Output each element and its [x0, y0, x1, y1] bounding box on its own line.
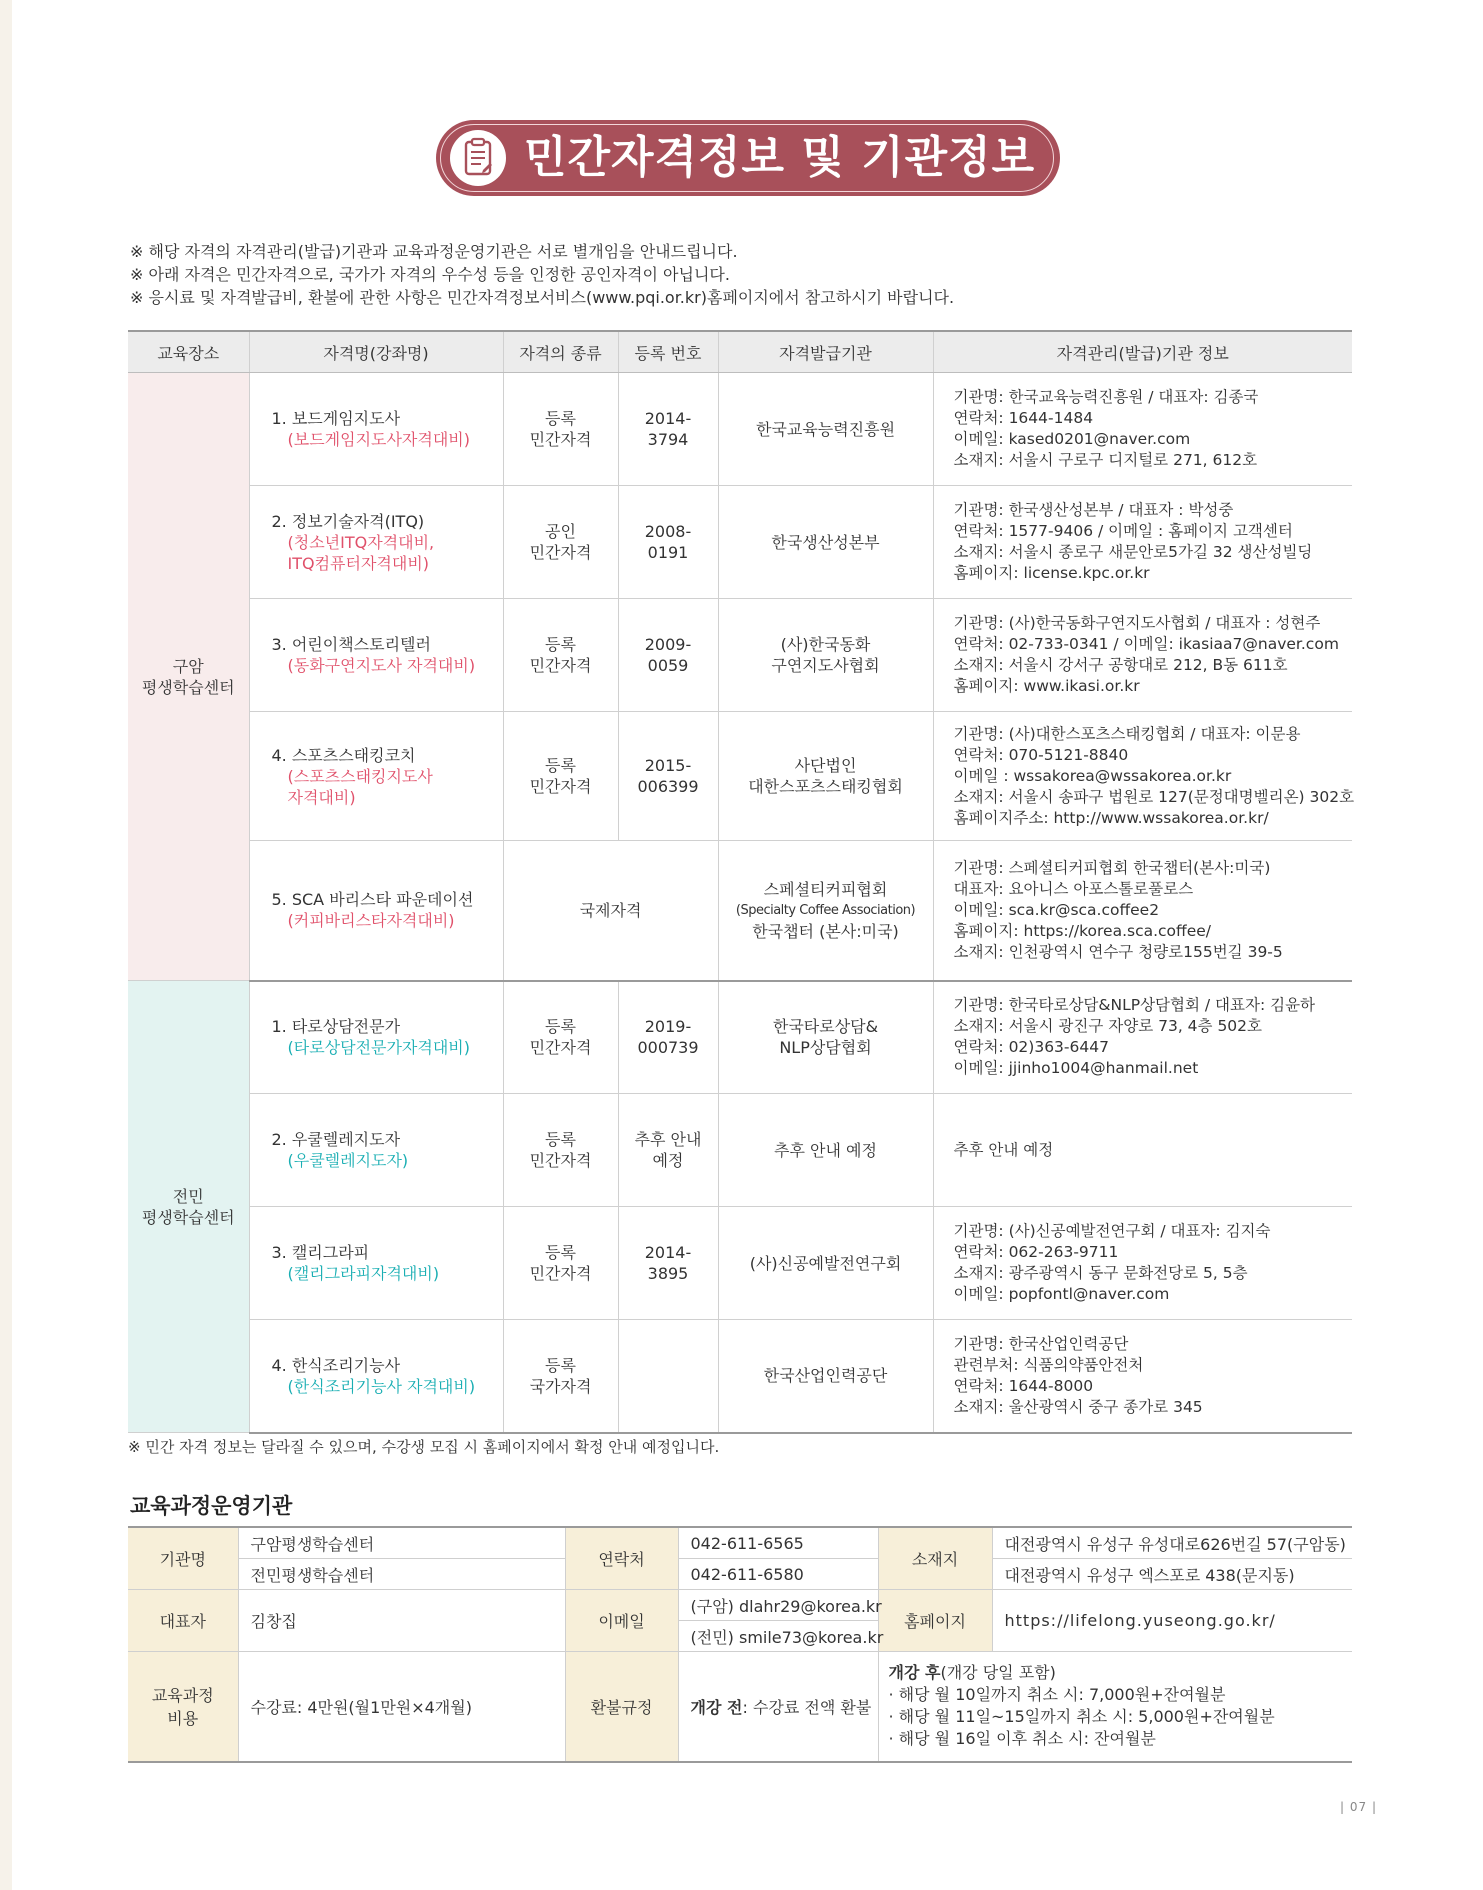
- refund-after-bold: 개강 후: [888, 1663, 941, 1683]
- reg-number: 2008- 0191: [618, 486, 718, 599]
- table-row: [128, 1207, 1352, 1320]
- issuer-info: [933, 486, 1352, 599]
- info-line: 연락처: 062-263-9711: [953, 1243, 1119, 1261]
- table-row: [128, 841, 1352, 981]
- info-line: 이메일: kased0201@naver.com: [953, 430, 1191, 448]
- course-name: [249, 712, 503, 841]
- header-reg: 등록 번호: [618, 331, 718, 373]
- info-line: 소재지: 서울시 구로구 디지털로 271, 612호: [953, 451, 1258, 469]
- info-line: 홈페이지주소: http://www.wssakorea.or.kr/: [953, 808, 1269, 827]
- info-line: 추후 안내 예정: [953, 1140, 1054, 1159]
- email-value: (전민) smile73@korea.kr: [678, 1621, 878, 1652]
- refund-item: · 해당 월 16일 이후 취소 시: 잔여월분: [888, 1729, 1156, 1749]
- notice-line: ※ 해당 자격의 자격관리(발급)기관과 교육과정운영기관은 서로 별개임을 안내드립니다.: [130, 242, 738, 261]
- contact-value: 042-611-6580: [678, 1559, 878, 1590]
- info-line: 홈페이지: license.kpc.or.kr: [953, 564, 1150, 582]
- refund-before-text: : 수강료 전액 환불: [742, 1697, 872, 1717]
- course-subtitle: (우쿨렐레지도자): [287, 1151, 409, 1170]
- operator-row-fee: [128, 1652, 1352, 1762]
- header-type: 자격의 종류: [503, 331, 618, 373]
- issuer: [718, 841, 933, 981]
- page-number: | 07 |: [1340, 1800, 1377, 1814]
- course-subtitle: (동화구연지도사 자격대비): [287, 656, 476, 675]
- info-line: 이메일: jjinho1004@hanmail.net: [953, 1059, 1199, 1078]
- table-row: [128, 486, 1352, 599]
- refund-before-bold: 개강 전: [690, 1697, 743, 1717]
- info-line: 소재지: 광주광역시 동구 문화전당로 5, 5층: [953, 1264, 1248, 1282]
- qual-type: 등록 국가자격: [503, 1320, 618, 1433]
- course-title: 4. 스포츠스태킹코치: [271, 745, 416, 765]
- homepage-link[interactable]: https://lifelong.yuseong.go.kr/: [992, 1590, 1352, 1652]
- issuer: 한국타로상담& NLP상담협회: [718, 981, 933, 1094]
- title-pill: [436, 120, 1060, 196]
- footnote: ※ 민간 자격 정보는 달라질 수 있으며, 수강생 모집 시 홈페이지에서 확정 안내 예정입니다.: [128, 1438, 720, 1456]
- table-row: [128, 981, 1352, 1094]
- notice-line: ※ 아래 자격은 민간자격으로, 국가가 자격의 우수성 등을 인정한 공인자격이 아닙니다.: [130, 265, 730, 284]
- section-title: 교육과정운영기관: [130, 1494, 293, 1518]
- header-name: 자격명(강좌명): [249, 331, 503, 373]
- course-name: [249, 841, 503, 981]
- info-line: 이메일: popfontl@naver.com: [953, 1285, 1170, 1303]
- reg-number: 2014- 3794: [618, 373, 718, 486]
- info-line: 홈페이지: www.ikasi.or.kr: [953, 677, 1140, 695]
- course-subtitle: (스포츠스태킹지도사 자격대비): [287, 766, 433, 807]
- course-title: 2. 우쿨렐레지도자: [271, 1130, 401, 1149]
- info-line: 기관명: 스페셜티커피협회 한국챕터(본사:미국): [953, 858, 1271, 877]
- issuer-info: [933, 981, 1352, 1094]
- info-line: 연락처: 02-733-0341 / 이메일: ikasiaa7@naver.com: [953, 635, 1339, 653]
- issuer-name-en: (Specialty Coffee Association): [735, 902, 916, 918]
- course-subtitle: (청소년ITQ자격대비, ITQ컴퓨터자격대비): [287, 532, 435, 573]
- address-value: 대전광역시 유성구 엑스포로 438(문지동): [992, 1559, 1352, 1590]
- notice-list: [130, 240, 954, 309]
- table-row: [128, 712, 1352, 841]
- fee-label: 교육과정 비용: [128, 1652, 238, 1762]
- rep-label: 대표자: [128, 1590, 238, 1652]
- info-line: 연락처: 1577-9406 / 이메일 : 홈페이지 고객센터: [953, 522, 1293, 540]
- contact-value: 042-611-6565: [678, 1527, 878, 1559]
- info-line: 관련부처: 식품의약품안전처: [953, 1355, 1144, 1374]
- info-line: 소재지: 서울시 강서구 공항대로 212, B동 611호: [953, 656, 1288, 674]
- info-line: 이메일 : wssakorea@wssakorea.or.kr: [953, 766, 1232, 785]
- issuer: 추후 안내 예정: [718, 1094, 933, 1207]
- course-name: [249, 486, 503, 599]
- org-value: 구암평생학습센터: [238, 1527, 565, 1559]
- info-line: 소재지: 인천광역시 연수구 청량로155번길 39-5: [953, 942, 1283, 961]
- course-title: 4. 한식조리기능사: [271, 1355, 401, 1375]
- rep-value: 김창집: [238, 1590, 565, 1652]
- issuer: 한국교육능력진흥원: [718, 373, 933, 486]
- course-subtitle: (타로상담전문가자격대비): [287, 1038, 471, 1058]
- header-issuer: 자격발급기관: [718, 331, 933, 373]
- course-subtitle: (커피바리스타자격대비): [287, 911, 455, 931]
- reg-number: 2019- 000739: [618, 981, 718, 1094]
- info-line: 홈페이지: https://korea.sca.coffee/: [953, 921, 1212, 940]
- info-line: 소재지: 서울시 종로구 새문안로5가길 32 생산성빌딩: [953, 543, 1313, 561]
- course-title: 5. SCA 바리스타 파운데이션: [271, 890, 474, 910]
- reg-number: 2014- 3895: [618, 1207, 718, 1320]
- operator-table: [128, 1526, 1352, 1763]
- contact-label: 연락처: [565, 1527, 678, 1590]
- place-jeonmin: 전민 평생학습센터: [128, 981, 249, 1433]
- place-guam: 구암 평생학습센터: [128, 373, 249, 981]
- table-row: [128, 1320, 1352, 1433]
- header-info: 자격관리(발급)기관 정보: [933, 331, 1352, 373]
- course-title: 2. 정보기술자격(ITQ): [271, 511, 425, 531]
- refund-after-text: (개강 당일 포함): [940, 1663, 1056, 1683]
- qual-type: 국제자격: [503, 841, 718, 981]
- qual-type: 등록 민간자격: [503, 599, 618, 712]
- qual-type: 등록 민간자격: [503, 1094, 618, 1207]
- qual-type: 등록 민간자격: [503, 981, 618, 1094]
- info-line: 연락처: 1644-1484: [953, 409, 1094, 427]
- reg-number: 2009- 0059: [618, 599, 718, 712]
- table-header-row: [128, 331, 1352, 373]
- notice-line: ※ 응시료 및 자격발급비, 환불에 관한 사항은 민간자격정보서비스(www.pqi.or.kr)홈페이지에서 참고하시기 바랍니다.: [130, 288, 955, 307]
- reg-number: 2015- 006399: [618, 712, 718, 841]
- fee-value: 수강료: 4만원(월1만원×4개월): [238, 1652, 565, 1762]
- info-line: 기관명: (사)신공예발전연구회 / 대표자: 김지숙: [953, 1222, 1271, 1240]
- issuer: (사)신공예발전연구회: [718, 1207, 933, 1320]
- table-row: [128, 1094, 1352, 1207]
- refund-label: 환불규정: [565, 1652, 678, 1762]
- issuer-info: [933, 599, 1352, 712]
- operator-row-org-b: [128, 1559, 1352, 1590]
- homepage-label: 홈페이지: [878, 1590, 992, 1652]
- course-name: [249, 1094, 503, 1207]
- info-line: 연락처: 070-5121-8840: [953, 745, 1129, 764]
- course-name: [249, 599, 503, 712]
- info-line: 대표자: 요아니스 아포스톨로풀로스: [953, 879, 1194, 898]
- org-value: 전민평생학습센터: [238, 1559, 565, 1590]
- course-title: 1. 보드게임지도사: [271, 409, 401, 428]
- course-subtitle: (한식조리기능사 자격대비): [287, 1376, 476, 1396]
- info-line: 기관명: (사)한국동화구연지도사협회 / 대표자 : 성현주: [953, 614, 1321, 632]
- course-title: 1. 타로상담전문가: [271, 1017, 401, 1037]
- email-label: 이메일: [565, 1590, 678, 1652]
- info-line: 연락처: 02)363-6447: [953, 1038, 1109, 1057]
- issuer: 한국산업인력공단: [718, 1320, 933, 1433]
- course-name: [249, 1207, 503, 1320]
- issuer-info: [933, 1320, 1352, 1433]
- operator-row-org-a: [128, 1527, 1352, 1559]
- info-line: 이메일: sca.kr@sca.coffee2: [953, 900, 1160, 919]
- operator-row-rep-a: [128, 1590, 1352, 1621]
- reg-number: 추후 안내 예정: [618, 1094, 718, 1207]
- course-name: [249, 1320, 503, 1433]
- course-name: [249, 981, 503, 1094]
- issuer-info: [933, 712, 1355, 841]
- address-label: 소재지: [878, 1527, 992, 1590]
- refund-after: [878, 1652, 1352, 1762]
- issuer-name: 스페셜티커피협회: [763, 879, 888, 899]
- issuer-info: [933, 373, 1352, 486]
- course-subtitle: (보드게임지도사자격대비): [287, 430, 471, 449]
- header-place: 교육장소: [128, 331, 249, 373]
- clipboard-icon: [450, 130, 506, 186]
- address-value: 대전광역시 유성구 유성대로626번길 57(구암동): [992, 1527, 1352, 1559]
- course-title: 3. 캘리그라피: [271, 1243, 370, 1262]
- info-line: 기관명: 한국타로상담&NLP상담협회 / 대표자: 김윤하: [953, 996, 1316, 1015]
- refund-item: · 해당 월 11일~15일까지 취소 시: 5,000원+잔여월분: [888, 1707, 1275, 1727]
- qual-type: 등록 민간자격: [503, 712, 618, 841]
- qualification-table: [128, 330, 1355, 1434]
- refund-before: [678, 1652, 878, 1762]
- issuer-info: [933, 841, 1352, 981]
- info-line: 기관명: (사)대한스포츠스태킹협회 / 대표자: 이문용: [953, 724, 1301, 743]
- info-line: 기관명: 한국생산성본부 / 대표자 : 박성중: [953, 501, 1234, 519]
- qual-type: 등록 민간자격: [503, 1207, 618, 1320]
- info-line: 소재지: 서울시 광진구 자양로 73, 4층 502호: [953, 1017, 1263, 1036]
- info-line: 소재지: 울산광역시 중구 종가로 345: [953, 1397, 1203, 1416]
- refund-item: · 해당 월 10일까지 취소 시: 7,000원+잔여월분: [888, 1685, 1226, 1705]
- issuer-info: [933, 1207, 1352, 1320]
- course-name: [249, 373, 503, 486]
- table-row: [128, 599, 1352, 712]
- issuer-chapter: 한국챕터 (본사:미국): [752, 921, 899, 941]
- info-line: 소재지: 서울시 송파구 법원로 127(문정대명벨리온) 302호: [953, 787, 1355, 806]
- issuer: (사)한국동화 구연지도사협회: [718, 599, 933, 712]
- qual-type: 공인 민간자격: [503, 486, 618, 599]
- issuer: 한국생산성본부: [718, 486, 933, 599]
- table-row: [128, 373, 1352, 486]
- reg-number: [618, 1320, 718, 1433]
- info-line: 기관명: 한국교육능력진흥원 / 대표자: 김종국: [953, 388, 1259, 406]
- info-line: 기관명: 한국산업인력공단: [953, 1334, 1129, 1353]
- issuer-info: [933, 1094, 1352, 1207]
- course-subtitle: (캘리그라피자격대비): [287, 1264, 440, 1283]
- org-label: 기관명: [128, 1527, 238, 1590]
- qual-type: 등록 민간자격: [503, 373, 618, 486]
- email-value: (구암) dlahr29@korea.kr: [678, 1590, 878, 1621]
- course-title: 3. 어린이책스토리텔러: [271, 635, 431, 654]
- refund-after-heading: [889, 1662, 1353, 1684]
- left-margin-strip: [0, 0, 12, 1890]
- info-line: 연락처: 1644-8000: [953, 1376, 1094, 1395]
- page-title-banner: [436, 120, 1060, 196]
- page-title: 민간자격정보 및 기관정보: [524, 132, 1036, 183]
- issuer: 사단법인 대한스포츠스태킹협회: [718, 712, 933, 841]
